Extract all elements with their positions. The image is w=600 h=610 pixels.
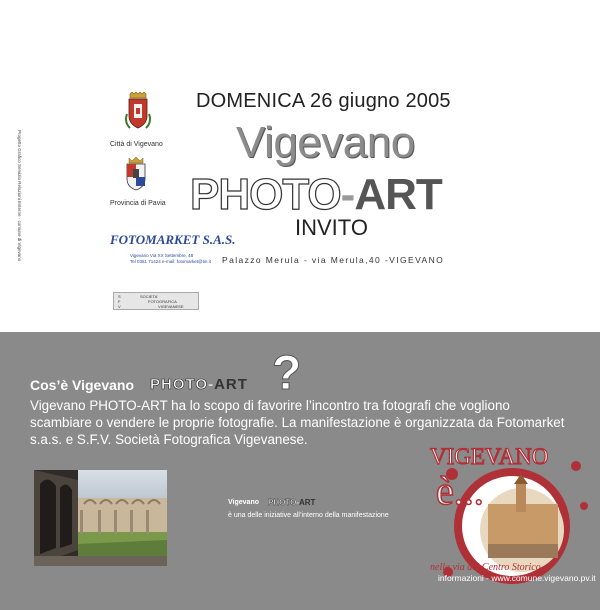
sfv-logo: [113, 292, 199, 310]
about-brand-photo: PHOTO: [150, 376, 209, 393]
promo-info: informazioni - www.comune.vigevano.pv.it: [438, 573, 596, 583]
promo-tagline: nella via del Centro Storico: [430, 562, 541, 573]
promo-logo-letter: è...: [436, 468, 484, 513]
about-heading: Cos’è Vigevano: [30, 377, 135, 393]
event-title-art: ART: [354, 170, 442, 219]
question-mark: ?: [272, 347, 302, 400]
sidebar-credit: Progetto Grafico Servizio Relazioni Esterne - comune di Vigevano: [17, 130, 22, 262]
cloister-photo: [34, 470, 167, 566]
sfv-letter-f: F: [118, 299, 121, 304]
event-invite: INVITO: [295, 215, 368, 240]
about-brand: [150, 376, 248, 393]
event-title-dash: -: [340, 170, 355, 219]
event-date: DOMENICA 26 giugno 2005: [196, 90, 451, 112]
sfv-word-fotografica: FOTOGRAFICA: [148, 299, 177, 304]
sponsor-address-line1: Vigevano Via XX Settembre, 48: [130, 253, 194, 258]
sfv-letter-s: S: [118, 294, 121, 299]
city-crest-icon: [124, 92, 152, 136]
sfv-word-vigevanese: VIGEVANESE: [158, 304, 184, 309]
about-description: Vigevano PHOTO-ART ha lo scopo di favorire l’incontro tra fotografi che vogliono scambiare o vendere le proprie fotografie. La manifestazione è organizzata da Fotomarket s.a.s. e S.F.V. Società Fotografica Vigevanese.: [30, 398, 565, 447]
promo-logo-word: VIGEVANO: [430, 444, 549, 469]
province-crest-icon: [124, 157, 148, 193]
sponsor-address-line2: Tel 0381 71424 e-mail: fotomarket@tin.it: [130, 259, 211, 264]
province-crest-caption: Provincia di Pavia: [110, 200, 166, 207]
sponsor-address: [130, 253, 211, 265]
sponsor-name: FOTOMARKET S.A.S.: [110, 232, 236, 247]
event-title-photo: PHOTO: [190, 170, 341, 219]
sfv-word-societa: SOCIETA': [140, 294, 159, 299]
footnote-brand-art: ART: [298, 498, 316, 507]
about-brand-dash: -: [208, 376, 215, 393]
about-brand-art: ART: [214, 376, 248, 393]
footnote-brand-dash: -: [296, 498, 299, 507]
footnote-brand: [268, 498, 315, 507]
event-city: Vigevano: [236, 118, 415, 167]
city-crest-caption: Città di Vigevano: [110, 141, 163, 148]
footnote-brand-photo: PHOTO: [268, 498, 297, 507]
footnote-text: è una delle iniziative all’interno della manifestazione: [228, 512, 389, 519]
event-venue: Palazzo Merula - via Merula,40 -VIGEVANO: [222, 255, 445, 265]
sfv-letter-v: V: [118, 304, 121, 309]
event-title: [190, 170, 442, 220]
footnote-title: Vigevano: [228, 499, 259, 506]
